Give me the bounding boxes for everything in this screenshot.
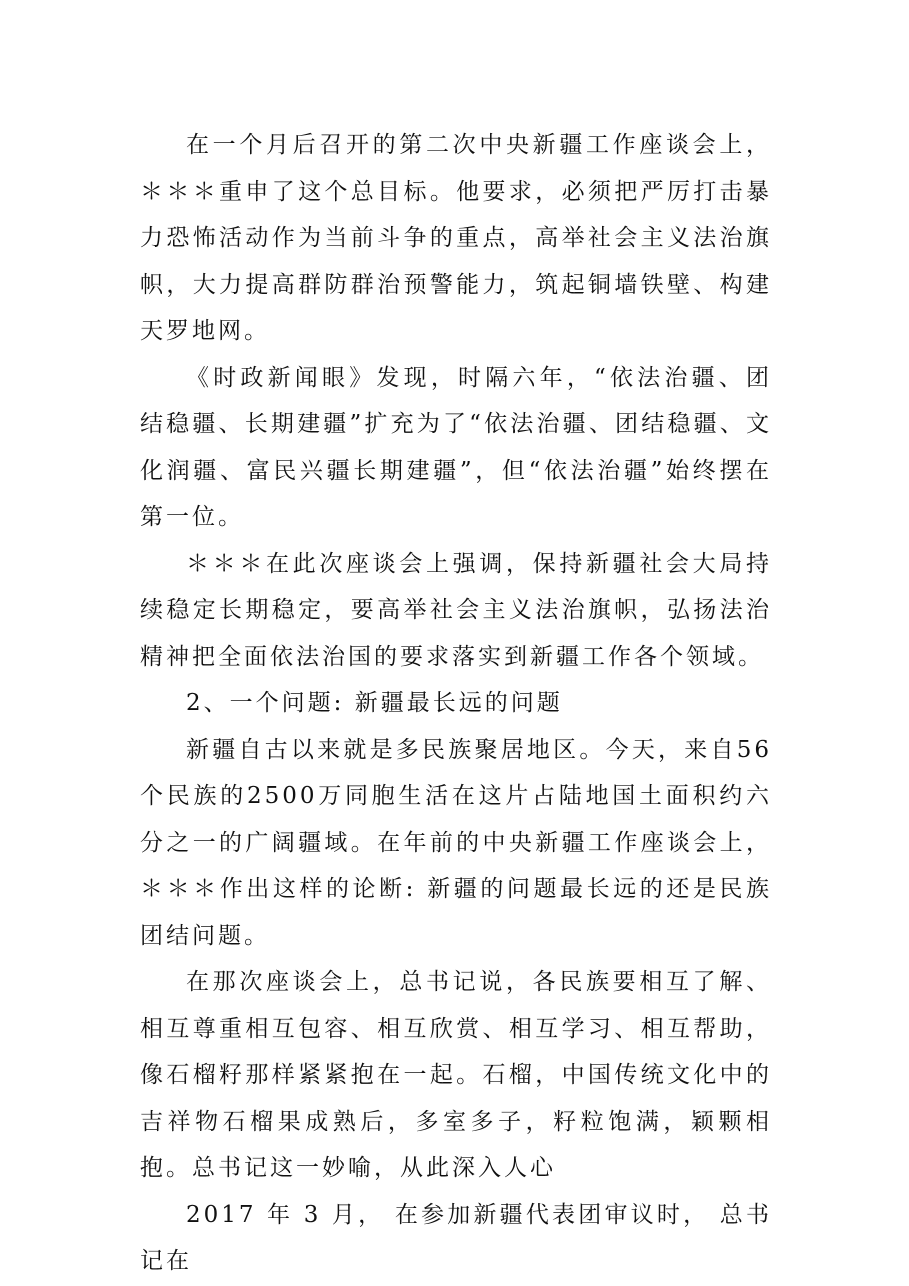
paragraph-4: 新疆自古以来就是多民族聚居地区。今天，来自56个民族的2500万同胞生活在这片占陆地国土面积约六分之一的广阔疆域。在年前的中央新疆工作座谈会上，＊＊＊作出这样的论断: 新疆的问题最长远的还是民族团结问题。: [140, 736, 772, 949]
paragraph-3: ＊＊＊在此次座谈会上强调，保持新疆社会大局持续稳定长期稳定，要高举社会主义法治旗帜，弘扬法治精神把全面依法治国的要求落实到新疆工作各个领域。: [140, 550, 772, 670]
paragraph-5: 在那次座谈会上，总书记说，各民族要相互了解、相互尊重相互包容、相互欣赏、相互学习、相互帮助，像石榴籽那样紧紧抱在一起。石榴，中国传统文化中的吉祥物石榴果成熟后，多室多子，籽粒饱满，颖颗相抱。总书记这一妙喻，从此深入人心: [140, 969, 772, 1181]
document-body: [140, 122, 772, 1285]
paragraph-1: 在一个月后召开的第二次中央新疆工作座谈会上，＊＊＊重申了这个总目标。他要求，必须把严厉打击暴力恐怖活动作为当前斗争的重点，高举社会主义法治旗帜，大力提高群防群治预警能力，筑起铜墙铁壁、构建天罗地网。: [140, 132, 772, 344]
paragraph-6: 2017 年 3 月， 在参加新疆代表团审议时， 总书记在: [140, 1201, 772, 1274]
paragraph-2: 《时政新闻眼》发现，时隔六年，“依法治疆、团结稳疆、长期建疆”扩充为了“依法治疆、团结稳疆、文化润疆、富民兴疆长期建疆”，但“依法治疆”始终摆在第一位。: [140, 364, 772, 530]
section-heading: 2、一个问题: 新疆最长远的问题: [186, 690, 563, 716]
